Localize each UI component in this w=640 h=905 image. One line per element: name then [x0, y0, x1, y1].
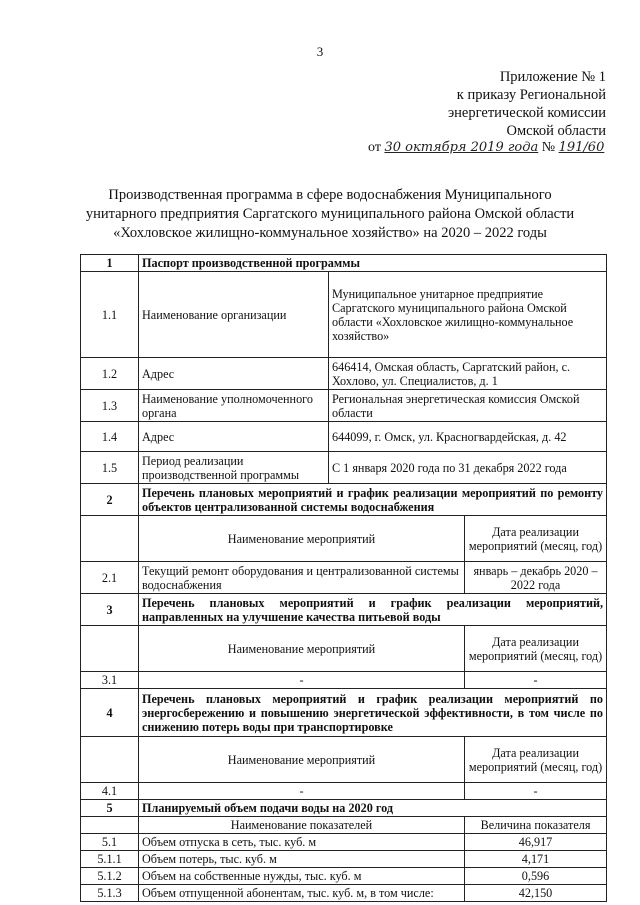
header-row	[81, 516, 607, 562]
table-row	[81, 885, 607, 902]
order-reference	[368, 140, 604, 156]
header-row	[81, 817, 607, 834]
row-number: 1.2	[81, 358, 139, 390]
section-row	[81, 255, 607, 272]
row-number: 1.5	[81, 452, 139, 484]
column-header-date: Дата реализации мероприятий (месяц, год)	[465, 626, 607, 672]
column-header-date: Дата реализации мероприятий (месяц, год)	[465, 516, 607, 562]
section-number: 4	[81, 689, 139, 737]
section-number: 5	[81, 800, 139, 817]
row-number: 5.1	[81, 834, 139, 851]
row-value: 42,150	[465, 885, 607, 902]
header-row	[81, 626, 607, 672]
row-name: Объем потерь, тыс. куб. м	[139, 851, 465, 868]
row-number: 1.3	[81, 390, 139, 422]
row-number: 5.1.1	[81, 851, 139, 868]
order-number-prefix: №	[541, 140, 556, 155]
table-row	[81, 851, 607, 868]
program-table	[80, 254, 607, 902]
table-row	[81, 272, 607, 358]
header-row	[81, 737, 607, 783]
row-number: 1.1	[81, 272, 139, 358]
section-number: 2	[81, 484, 139, 516]
title-line: унитарного предприятия Саргатского муниципального района Омской области	[85, 206, 575, 222]
row-number: 5.1.2	[81, 868, 139, 885]
section-row	[81, 484, 607, 516]
appendix-line: Омской области	[506, 123, 606, 139]
row-name: Объем отпущенной абонентам, тыс. куб. м, в том числе:	[139, 885, 465, 902]
column-header-value: Величина показателя	[465, 817, 607, 834]
empty-cell	[81, 516, 139, 562]
handwritten-date: 30 октября 2019 года	[384, 140, 539, 155]
column-header-name: Наименование показателей	[139, 817, 465, 834]
row-value: С 1 января 2020 года по 31 декабря 2022 года	[329, 452, 607, 484]
table-row	[81, 390, 607, 422]
row-date: -	[465, 783, 607, 800]
section-row	[81, 594, 607, 626]
section-title: Планируемый объем подачи воды на 2020 год	[139, 800, 607, 817]
row-number: 3.1	[81, 672, 139, 689]
appendix-line: к приказу Региональной	[456, 87, 606, 103]
row-value: 46,917	[465, 834, 607, 851]
table-row	[81, 422, 607, 452]
section-title: Перечень плановых мероприятий и график реализации мероприятий по ремонту объектов централизованной системы водоснабжения	[139, 484, 607, 516]
page-number: 3	[316, 44, 324, 59]
row-name: Объем отпуска в сеть, тыс. куб. м	[139, 834, 465, 851]
handwritten-number: 191/60	[558, 140, 605, 155]
table-row	[81, 783, 607, 800]
row-date: -	[465, 672, 607, 689]
row-value: 646414, Омская область, Саргатский район, с. Хохлово, ул. Специалистов, д. 1	[329, 358, 607, 390]
column-header-name: Наименование мероприятий	[139, 516, 465, 562]
row-value: 644099, г. Омск, ул. Красногвардейская, д. 42	[329, 422, 607, 452]
row-value: Муниципальное унитарное предприятие Саргатского муниципального района Омской области «Хохловское жилищно-коммунальное хозяйство»	[329, 272, 607, 358]
row-name: -	[139, 672, 465, 689]
row-value: Региональная энергетическая комиссия Омской области	[329, 390, 607, 422]
appendix-line: энергетической комиссии	[447, 105, 606, 121]
row-label: Адрес	[139, 358, 329, 390]
table-row	[81, 834, 607, 851]
empty-cell	[81, 626, 139, 672]
column-header-date: Дата реализации мероприятий (месяц, год)	[465, 737, 607, 783]
row-number: 1.4	[81, 422, 139, 452]
empty-cell	[81, 737, 139, 783]
row-value: 4,171	[465, 851, 607, 868]
section-row	[81, 800, 607, 817]
section-title: Перечень плановых мероприятий и график реализации мероприятий, направленных на улучшение качества питьевой воды	[139, 594, 607, 626]
row-label: Адрес	[139, 422, 329, 452]
row-value: 0,596	[465, 868, 607, 885]
table-row	[81, 562, 607, 594]
row-label: Наименование организации	[139, 272, 329, 358]
section-title: Перечень плановых мероприятий и график реализации мероприятий по энергосбережению и повышению энергетической эффективности, в том числе по снижению потерь воды при транспортировке	[139, 689, 607, 737]
section-row	[81, 689, 607, 737]
row-name: Объем на собственные нужды, тыс. куб. м	[139, 868, 465, 885]
appendix-line: Приложение № 1	[499, 69, 606, 85]
table-row	[81, 868, 607, 885]
column-header-name: Наименование мероприятий	[139, 737, 465, 783]
table-row	[81, 672, 607, 689]
row-label: Период реализации производственной программы	[139, 452, 329, 484]
title-line: «Хохловское жилищно-коммунальное хозяйство» на 2020 – 2022 годы	[113, 225, 547, 241]
row-name: -	[139, 783, 465, 800]
order-prefix: от	[368, 140, 381, 155]
row-number: 4.1	[81, 783, 139, 800]
empty-cell	[81, 817, 139, 834]
table-row	[81, 452, 607, 484]
section-number: 3	[81, 594, 139, 626]
appendix-block	[366, 68, 606, 140]
row-label: Наименование уполномоченного органа	[139, 390, 329, 422]
title-line: Производственная программа в сфере водоснабжения Муниципального	[108, 187, 552, 203]
row-name: Текущий ремонт оборудования и централизованной системы водоснабжения	[139, 562, 465, 594]
row-number: 5.1.3	[81, 885, 139, 902]
section-number: 1	[81, 255, 139, 272]
row-date: январь – декабрь 2020 – 2022 года	[465, 562, 607, 594]
row-number: 2.1	[81, 562, 139, 594]
document-title	[60, 186, 600, 243]
table-row	[81, 358, 607, 390]
column-header-name: Наименование мероприятий	[139, 626, 465, 672]
section-title: Паспорт производственной программы	[139, 255, 607, 272]
